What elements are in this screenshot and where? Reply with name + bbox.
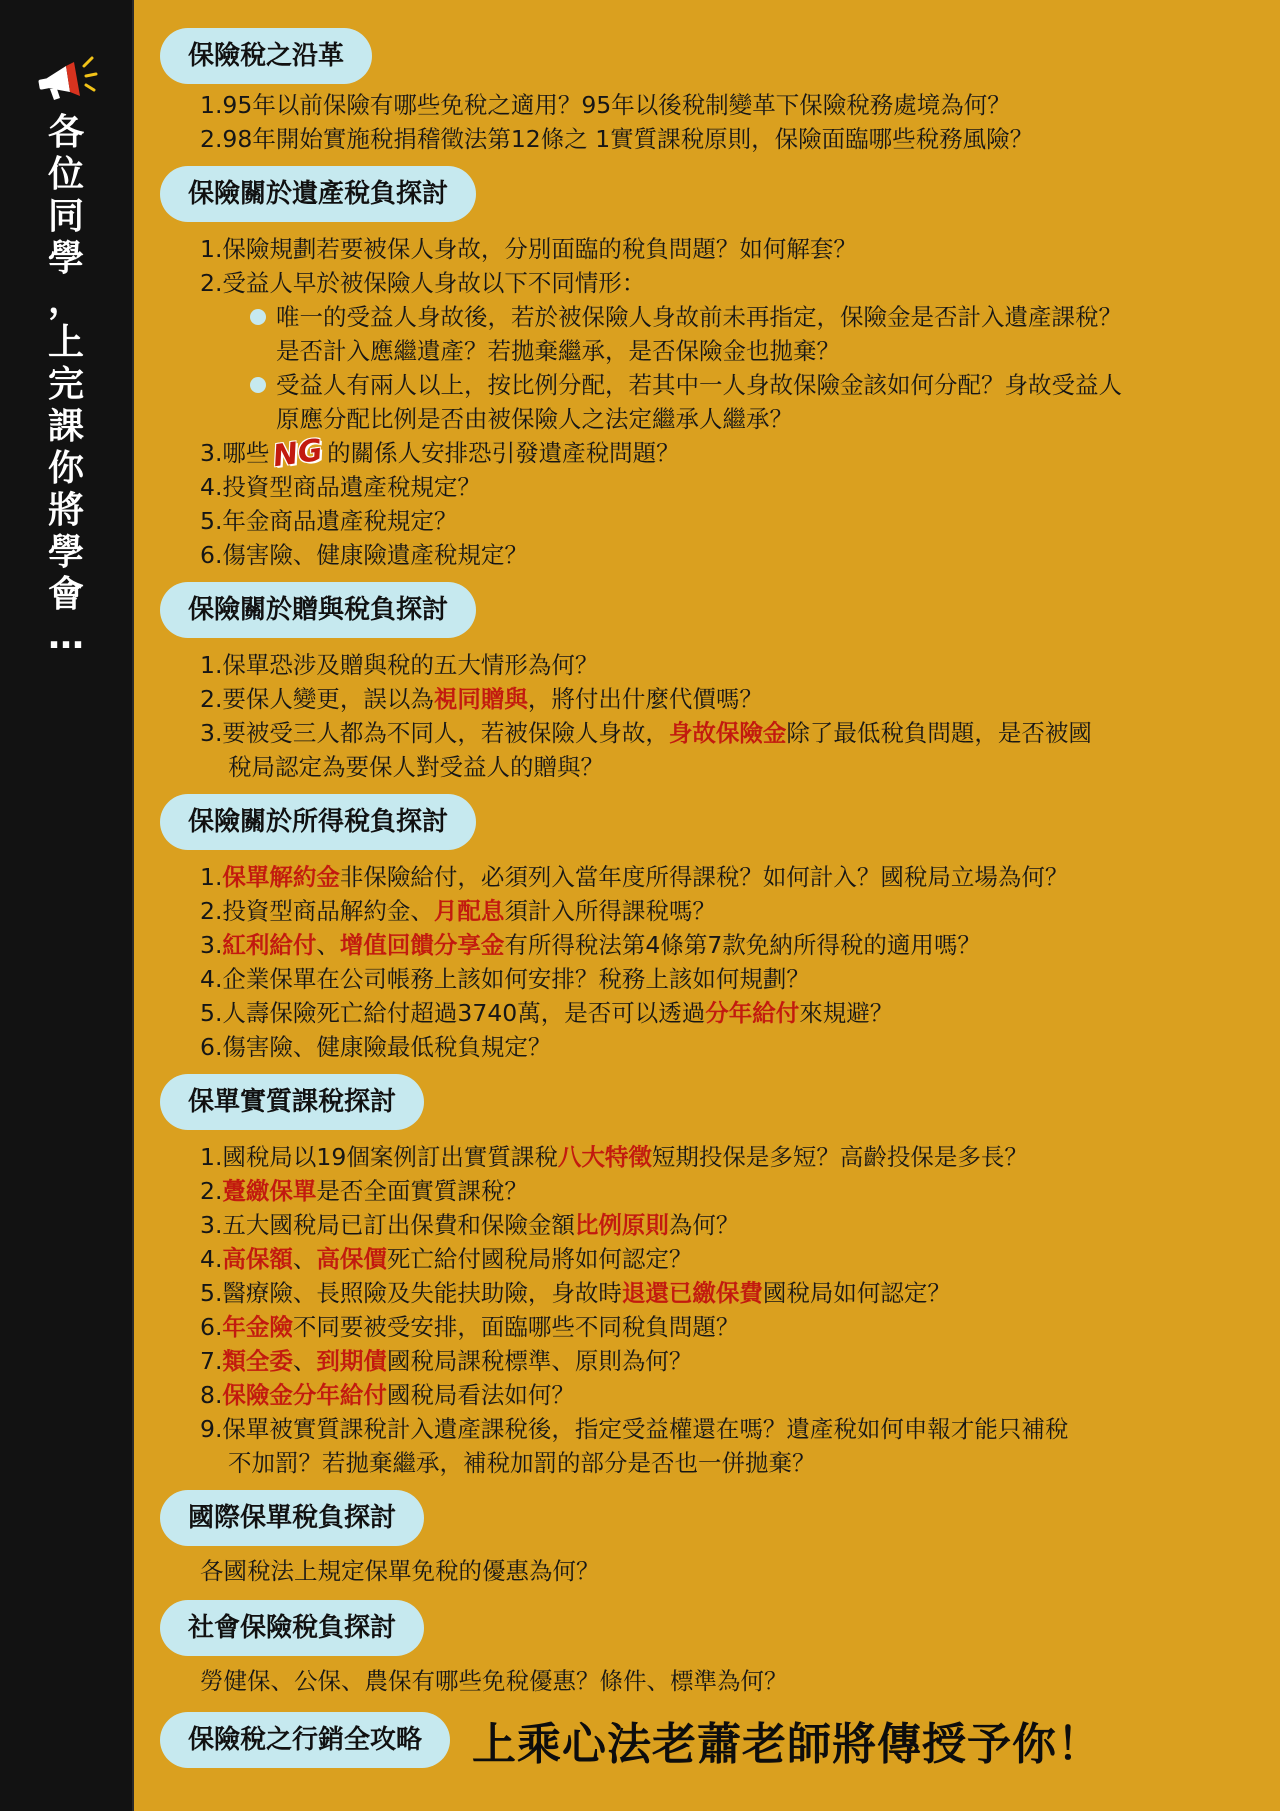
- section: [160, 582, 1260, 784]
- sidebar: [0, 0, 134, 1811]
- highlight-text: 比例原則: [574, 1211, 669, 1239]
- highlight-text: 分年給付: [705, 999, 800, 1027]
- highlight-text: 高保價: [316, 1245, 387, 1273]
- sub-item-text-continued: 原應分配比例是否由被保險人之法定繼承人繼承？: [276, 405, 793, 433]
- item-text: 4.: [200, 1245, 223, 1273]
- list-item: [200, 538, 1260, 572]
- item-text: 5.年金商品遺產稅規定？: [200, 507, 458, 535]
- section: [160, 1074, 1260, 1480]
- section-heading: 保險關於贈與稅負探討: [160, 582, 476, 638]
- item-list: [200, 1664, 1260, 1698]
- sidebar-char: 課: [47, 406, 84, 447]
- list-item: [200, 1276, 1260, 1310]
- item-list: [200, 648, 1260, 784]
- list-item: [200, 1030, 1260, 1064]
- section-heading: 保單實質課稅探討: [160, 1074, 424, 1130]
- list-item: [200, 432, 1260, 475]
- list-item: [200, 996, 1260, 1030]
- item-text: 1.國稅局以19個案例訂出實質課稅: [200, 1143, 558, 1171]
- section: [160, 1490, 1260, 1588]
- item-text: 國稅局課稅標準、原則為何？: [386, 1347, 693, 1375]
- list-item: [200, 1412, 1260, 1480]
- sidebar-char: …: [48, 616, 84, 657]
- item-text: 國稅局如何認定？: [762, 1279, 951, 1307]
- item-text: 2.98年開始實施稅捐稽徵法第12條之 1實質課稅原則，保險面臨哪些稅務風險？: [200, 125, 1034, 153]
- item-text-continued: 不加罰？若拋棄繼承，補稅加罰的部分是否也一併拋棄？: [228, 1449, 816, 1477]
- item-text: 、: [316, 931, 340, 959]
- item-text: 5.醫療險、長照險及失能扶助險，身故時: [200, 1279, 622, 1307]
- item-text: 4.企業保單在公司帳務上該如何安排？稅務上該如何規劃？: [200, 965, 810, 993]
- item-list: [200, 88, 1260, 156]
- item-text: 3.要被受三人都為不同人，若被保險人身故，: [200, 719, 669, 747]
- sidebar-caption: [0, 112, 132, 658]
- item-text: 3.五大國稅局已訂出保費和保險金額: [200, 1211, 575, 1239]
- section: [160, 166, 1260, 572]
- item-text: 9.保單被實質課稅計入遺產課稅後，指定受益權還在嗎？遺產稅如何申報才能只補稅: [200, 1415, 1069, 1443]
- item-text: 各國稅法上規定保單免稅的優惠為何？: [200, 1557, 600, 1585]
- sub-item: [250, 368, 1260, 436]
- highlight-text: 躉繳保單: [222, 1177, 317, 1205]
- section: [160, 794, 1260, 1064]
- item-list: [200, 1554, 1260, 1588]
- list-item: [200, 894, 1260, 928]
- sidebar-char: 學: [47, 238, 84, 279]
- item-text: 國稅局看法如何？: [386, 1381, 575, 1409]
- list-item: [200, 962, 1260, 996]
- item-text: 2.要保人變更，誤以為: [200, 685, 434, 713]
- sub-item-text: 受益人有兩人以上，按比例分配，若其中一人身故保險金該如何分配？身故受益人: [276, 371, 1122, 399]
- item-text: 6.傷害險、健康險最低稅負規定？: [200, 1033, 552, 1061]
- highlight-text: 類全委: [222, 1347, 293, 1375]
- section: [160, 1600, 1260, 1698]
- list-item: [200, 470, 1260, 504]
- sidebar-char: 完: [47, 364, 84, 405]
- item-text: 6.: [200, 1313, 223, 1341]
- highlight-text: 保險金分年給付: [222, 1381, 387, 1409]
- item-text: 3.哪些: [200, 439, 270, 467]
- item-text: 是否全面實質課稅？: [316, 1177, 528, 1205]
- section-heading: 保險稅之沿革: [160, 28, 372, 84]
- list-item: [200, 1344, 1260, 1378]
- item-text: 為何？: [668, 1211, 740, 1239]
- highlight-text: 高保額: [222, 1245, 293, 1273]
- item-text: 除了最低稅負問題，是否被國: [786, 719, 1092, 747]
- list-item: [200, 122, 1260, 156]
- megaphone-icon: [36, 52, 98, 104]
- list-item: [200, 1140, 1260, 1174]
- highlight-text: 到期債: [316, 1347, 387, 1375]
- sub-item-text-continued: 是否計入應繼遺產？若拋棄繼承，是否保險金也拋棄？: [276, 337, 840, 365]
- slogan: 上乘心法老蕭老師將傳授予你！: [472, 1719, 1103, 1770]
- section-heading: 保險稅之行銷全攻略: [160, 1712, 450, 1768]
- sidebar-char: 位: [47, 154, 84, 195]
- item-text: 、: [292, 1245, 317, 1273]
- list-item: [200, 648, 1260, 682]
- section-heading: 國際保單稅負探討: [160, 1490, 424, 1546]
- highlight-text: 紅利給付: [222, 931, 317, 959]
- highlight-text: 身故保險金: [668, 719, 787, 747]
- list-item: [200, 232, 1260, 266]
- bullet-dot-icon: [250, 377, 266, 393]
- sub-item: [250, 300, 1260, 368]
- list-item: [200, 860, 1260, 894]
- item-text: 死亡給付國稅局將如何認定？: [386, 1245, 693, 1273]
- item-text: ，將付出什麼代價嗎？: [527, 685, 763, 713]
- list-item: [200, 504, 1260, 538]
- list-item: [200, 1378, 1260, 1412]
- item-text: 不同要被受安排，面臨哪些不同稅負問題？: [292, 1313, 740, 1341]
- sidebar-char: 同: [47, 196, 84, 237]
- sidebar-char: 上: [47, 322, 84, 363]
- list-item: [200, 1208, 1260, 1242]
- item-text: 3.: [200, 931, 223, 959]
- item-list: [200, 232, 1260, 572]
- highlight-text: 月配息: [433, 897, 505, 925]
- list-item: [200, 1310, 1260, 1344]
- section-heading: 保險關於所得稅負探討: [160, 794, 476, 850]
- item-text: 來規避？: [799, 999, 894, 1027]
- sidebar-char: ，: [47, 280, 84, 321]
- list-item: [200, 1554, 1260, 1588]
- item-text: 1.95年以前保險有哪些免稅之適用？95年以後稅制變革下保險稅務處境為何？: [200, 91, 1011, 119]
- ng-badge: NG: [271, 432, 326, 475]
- section-heading: 社會保險稅負探討: [160, 1600, 424, 1656]
- item-text: 、: [292, 1347, 317, 1375]
- list-item: [200, 88, 1260, 122]
- section-heading: 保險關於遺產稅負探討: [160, 166, 476, 222]
- item-text: 7.: [200, 1347, 223, 1375]
- highlight-text: 年金險: [222, 1313, 293, 1341]
- item-text: 6.傷害險、健康險遺產稅規定？: [200, 541, 528, 569]
- sidebar-char: 將: [47, 490, 84, 531]
- item-text: 1.: [200, 863, 223, 891]
- item-list: [200, 1140, 1260, 1480]
- list-item: [200, 716, 1260, 784]
- sub-item-text: 唯一的受益人身故後，若於被保險人身故前未再指定，保險金是否計入遺產課稅？: [276, 303, 1122, 331]
- item-list: [200, 860, 1260, 1064]
- list-item: [200, 1242, 1260, 1276]
- item-text: 勞健保、公保、農保有哪些免稅優惠？條件、標準為何？: [200, 1667, 788, 1695]
- item-text: 短期投保是多短？高齡投保是多長？: [651, 1143, 1028, 1171]
- section: [160, 28, 1260, 156]
- bullet-dot-icon: [250, 309, 266, 325]
- highlight-text: 增值回饋分享金: [339, 931, 505, 959]
- footer-row: [160, 1708, 1260, 1772]
- item-text: 1.保單恐涉及贈與稅的五大情形為何？: [200, 651, 599, 679]
- item-text: 8.: [200, 1381, 223, 1409]
- sidebar-char: 會: [47, 574, 84, 615]
- item-text-continued: 稅局認定為要保人對受益人的贈與？: [228, 753, 604, 781]
- highlight-text: 保單解約金: [222, 863, 340, 891]
- sidebar-char: 學: [47, 532, 84, 573]
- item-text: 的關係人安排恐引發遺產稅問題？: [327, 439, 680, 467]
- sub-list: [250, 300, 1260, 436]
- item-text: 2.受益人早於被保險人身故以下不同情形：: [200, 269, 646, 297]
- item-text: 非保險給付，必須列入當年度所得課稅？如何計入？國稅局立場為何？: [339, 863, 1069, 891]
- highlight-text: 視同贈與: [433, 685, 528, 713]
- list-item: [200, 928, 1260, 962]
- item-text: 2.投資型商品解約金、: [200, 897, 434, 925]
- sidebar-char: 各: [47, 112, 84, 153]
- list-item: [200, 266, 1260, 300]
- item-text: 有所得稅法第4條第7款免納所得稅的適用嗎？: [504, 931, 981, 959]
- item-text: 1.保險規劃若要被保人身故，分別面臨的稅負問題？如何解套？: [200, 235, 857, 263]
- highlight-text: 八大特徵: [557, 1143, 652, 1171]
- list-item: [200, 1174, 1260, 1208]
- main-content: [160, 28, 1260, 1772]
- item-text: 2.: [200, 1177, 223, 1205]
- list-item: [200, 1664, 1260, 1698]
- list-item: [200, 682, 1260, 716]
- highlight-text: 退還已繳保費: [621, 1279, 763, 1307]
- item-text: 4.投資型商品遺產稅規定？: [200, 473, 481, 501]
- item-text: 5.人壽保險死亡給付超過3740萬，是否可以透過: [200, 999, 706, 1027]
- sidebar-char: 你: [47, 448, 84, 489]
- item-text: 須計入所得課稅嗎？: [504, 897, 716, 925]
